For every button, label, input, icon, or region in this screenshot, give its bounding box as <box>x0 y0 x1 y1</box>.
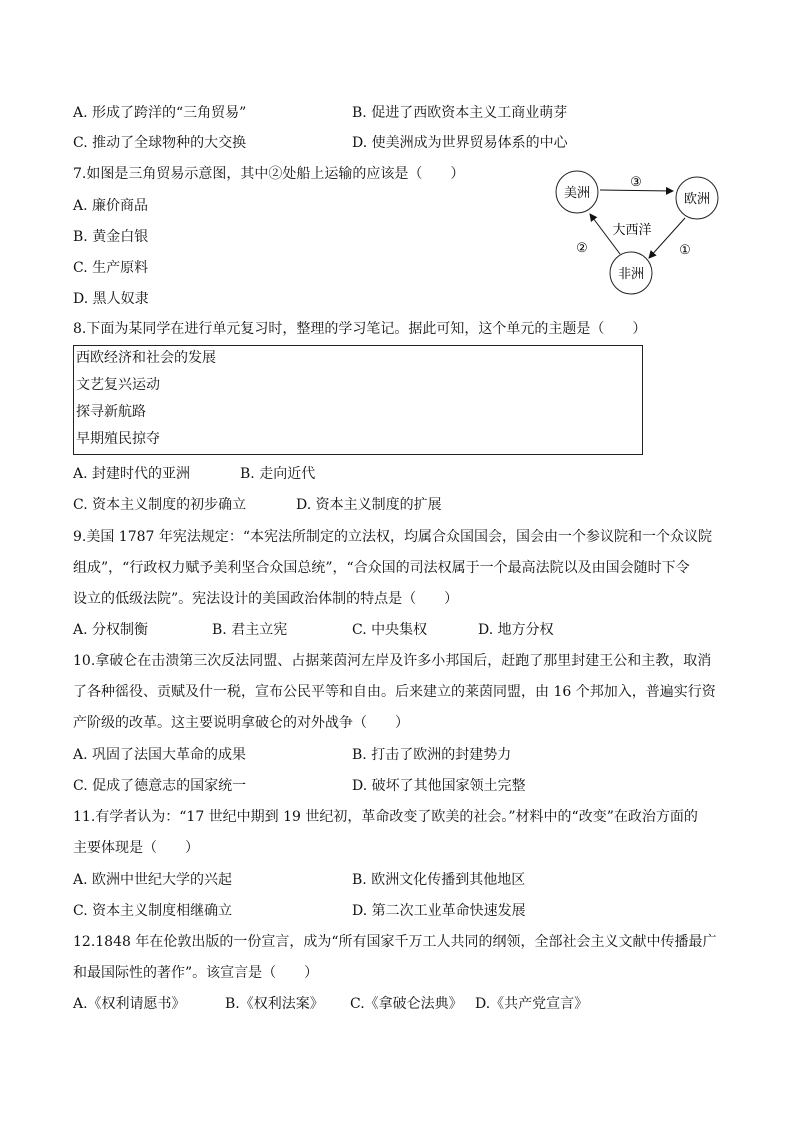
q6-option-a[interactable]: A. 形成了跨洋的“三角贸易” <box>73 105 247 121</box>
q9-stem-line-1: 9.美国 1787 年宪法规定：“本宪法所制定的立法权，均属合众国国会，国会由一个参议院和一个众议院 <box>73 529 713 545</box>
q8-option-b[interactable]: B. 走向近代 <box>240 466 316 482</box>
q9-option-d[interactable]: D. 地方分权 <box>478 622 554 638</box>
triangle-trade-diagram <box>540 160 730 300</box>
q10-option-a[interactable]: A. 巩固了法国大革命的成果 <box>73 747 247 763</box>
africa-label: 非洲 <box>617 267 645 282</box>
q12-option-d[interactable]: D.《共产党宣言》 <box>475 996 589 1012</box>
note-item-3: 探寻新航路 <box>76 404 146 420</box>
q8-option-a[interactable]: A. 封建时代的亚洲 <box>73 466 191 482</box>
q11-option-b[interactable]: B. 欧洲文化传播到其他地区 <box>352 872 526 888</box>
note-item-2: 文艺复兴运动 <box>76 377 160 393</box>
q7-option-a[interactable]: A. 廉价商品 <box>73 198 149 214</box>
route-3-label: ③ <box>630 175 642 190</box>
note-item-1: 西欧经济和社会的发展 <box>76 350 216 366</box>
q10-option-b[interactable]: B. 打击了欧洲的封建势力 <box>352 747 512 763</box>
q6-option-d[interactable]: D. 使美洲成为世界贸易体系的中心 <box>352 135 568 151</box>
q11-option-a[interactable]: A. 欧洲中世纪大学的兴起 <box>73 872 233 888</box>
q10-option-c[interactable]: C. 促成了德意志的国家统一 <box>73 778 247 794</box>
q11-option-d[interactable]: D. 第二次工业革命快速发展 <box>352 903 526 919</box>
q7-option-c[interactable]: C. 生产原料 <box>73 260 149 276</box>
q12-option-a[interactable]: A.《权利请愿书》 <box>73 996 186 1012</box>
q7-option-d[interactable]: D. 黑人奴隶 <box>73 291 149 307</box>
q12-option-c[interactable]: C.《拿破仑法典》 <box>350 996 463 1012</box>
q7-option-b[interactable]: B. 黄金白银 <box>73 229 149 245</box>
note-item-4: 早期殖民掠夺 <box>76 431 160 447</box>
atlantic-label: 大西洋 <box>612 223 652 238</box>
america-label: 美洲 <box>563 186 591 201</box>
q12-option-b[interactable]: B.《权利法案》 <box>225 996 324 1012</box>
q9-stem-line-3: 设立的低级法院”。宪法设计的美国政治体制的特点是（ ） <box>73 591 459 607</box>
q6-option-b[interactable]: B. 促进了西欧资本主义工商业萌芽 <box>352 105 568 121</box>
q12-stem-line-1: 12.1848 年在伦敦出版的一份宣言，成为“所有国家千万工人共同的纲领，全部社会主义文献中传播最广 <box>73 934 717 950</box>
route-1-label: ① <box>679 243 691 258</box>
q9-stem-line-2: 组成”，“行政权力赋予美利坚合众国总统”，“合众国的司法权属于一个最高法院以及由国会随时下令 <box>73 560 690 576</box>
q8-option-d[interactable]: D. 资本主义制度的扩展 <box>296 497 442 513</box>
q12-stem-line-2: 和最国际性的著作”。该宣言是（ ） <box>73 965 319 981</box>
europe-label: 欧洲 <box>683 192 711 207</box>
q11-option-c[interactable]: C. 资本主义制度相继确立 <box>73 903 233 919</box>
q10-option-d[interactable]: D. 破坏了其他国家领土完整 <box>352 778 526 794</box>
q8-option-c[interactable]: C. 资本主义制度的初步确立 <box>73 497 247 513</box>
q10-stem-line-2: 了各种徭役、贡赋及什一税，宣布公民平等和自由。后来建立的莱茵同盟，由 16 个邦加入，普遍实行资 <box>73 684 716 700</box>
q9-option-a[interactable]: A. 分权制衡 <box>73 622 149 638</box>
q11-stem-line-2: 主要体现是（ ） <box>73 840 199 856</box>
route-3-arrow <box>600 190 673 191</box>
route-2-label: ② <box>576 241 588 256</box>
q11-stem-line-1: 11.有学者认为：“17 世纪中期到 19 世纪初，革命改变了欧美的社会。”材料中的“改变”在政治方面的 <box>73 809 698 825</box>
study-notes-box <box>73 345 643 455</box>
q10-stem-line-1: 10.拿破仑在击溃第三次反法同盟、占据莱茵河左岸及许多小邦国后，赶跑了那里封建王公和主教，取消 <box>73 653 712 669</box>
q6-option-c[interactable]: C. 推动了全球物种的大交换 <box>73 135 247 151</box>
q9-option-c[interactable]: C. 中央集权 <box>352 622 428 638</box>
q10-stem-line-3: 产阶级的改革。这主要说明拿破仑的对外战争（ ） <box>73 715 409 731</box>
q8-stem: 8.下面为某同学在进行单元复习时，整理的学习笔记。据此可知，这个单元的主题是（ ） <box>73 321 647 337</box>
q7-stem: 7.如图是三角贸易示意图，其中②处船上运输的应该是（ ） <box>73 166 465 182</box>
q9-option-b[interactable]: B. 君主立宪 <box>212 622 288 638</box>
